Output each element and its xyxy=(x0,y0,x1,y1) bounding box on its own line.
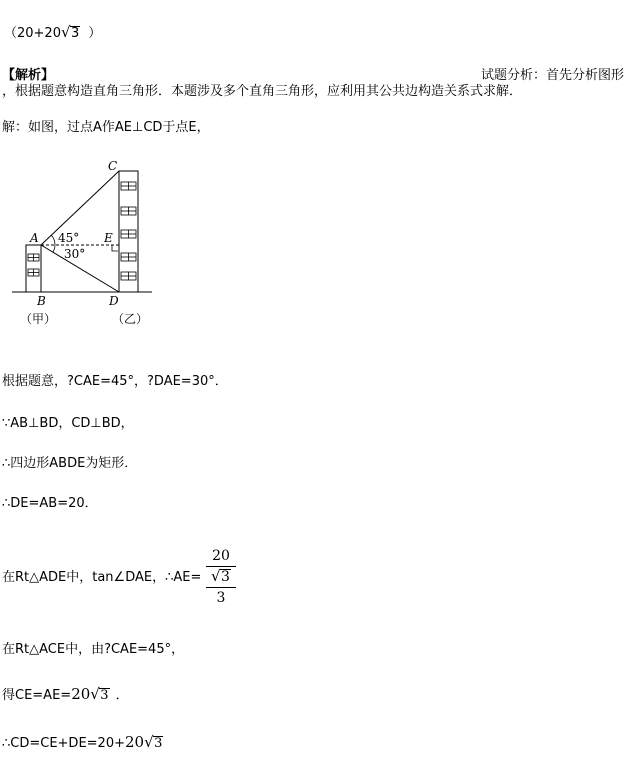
label-angle-45: 45° xyxy=(58,231,80,245)
caption-jia: （甲） xyxy=(20,312,57,326)
answer-close: ） xyxy=(88,26,102,41)
label-D: D xyxy=(109,294,119,308)
step-7-sqrt: √ 3 xyxy=(90,685,109,703)
ae-denominator-3: 3 xyxy=(216,590,226,606)
solution-intro: 解：如图，过点A作AE⊥CD于点E， xyxy=(2,120,210,135)
answer-sqrt: √ 3 xyxy=(60,23,80,41)
label-angle-30: 30° xyxy=(64,247,86,261)
label-B: B xyxy=(37,294,46,308)
step-5-text: 在Rt△ADE中，tan∠DAE，∴AE= xyxy=(2,570,202,585)
step-8-text: ∴CD=CE+DE=20+ xyxy=(2,736,125,751)
step-7 xyxy=(2,686,129,704)
label-A: A xyxy=(30,231,39,245)
answer-open: （20+20 xyxy=(4,26,61,41)
step-2: ∵AB⊥BD，CD⊥BD， xyxy=(2,416,134,431)
step-8 xyxy=(2,734,163,752)
label-C: C xyxy=(108,159,118,173)
step-8-sqrt: √ 3 xyxy=(144,733,163,751)
ae-denominator-sqrt: √ 3 xyxy=(211,567,230,585)
answer-line xyxy=(4,23,102,42)
analysis-text: ，根据题意构造直角三角形．本题涉及多个直角三角形，应利用其公共边构造关系式求解． xyxy=(2,84,523,99)
label-E: E xyxy=(104,231,113,245)
step-8-coef: 20 xyxy=(125,733,145,751)
step-4: ∴DE=AB=20． xyxy=(2,496,98,511)
analysis-intro: 试题分析：首先分析图形 xyxy=(480,68,624,83)
step-3: ∴四边形ABDE为矩形． xyxy=(2,456,138,471)
step-7-coef: 20 xyxy=(71,685,91,703)
ae-numerator: 20 xyxy=(212,548,230,564)
step-7-text: 得CE=AE= xyxy=(2,688,72,703)
geometry-figure xyxy=(0,150,180,330)
ae-fraction xyxy=(206,548,236,606)
step-7-post: ． xyxy=(115,688,129,703)
step-6: 在Rt△ACE中，由?CAE=45°， xyxy=(2,642,185,657)
step-1: 根据题意，?CAE=45°，?DAE=30°． xyxy=(2,374,228,389)
window-icon xyxy=(28,254,39,276)
analysis-tag: 【解析】 xyxy=(2,68,55,83)
caption-yi: （乙） xyxy=(112,312,149,326)
step-5 xyxy=(2,570,201,586)
